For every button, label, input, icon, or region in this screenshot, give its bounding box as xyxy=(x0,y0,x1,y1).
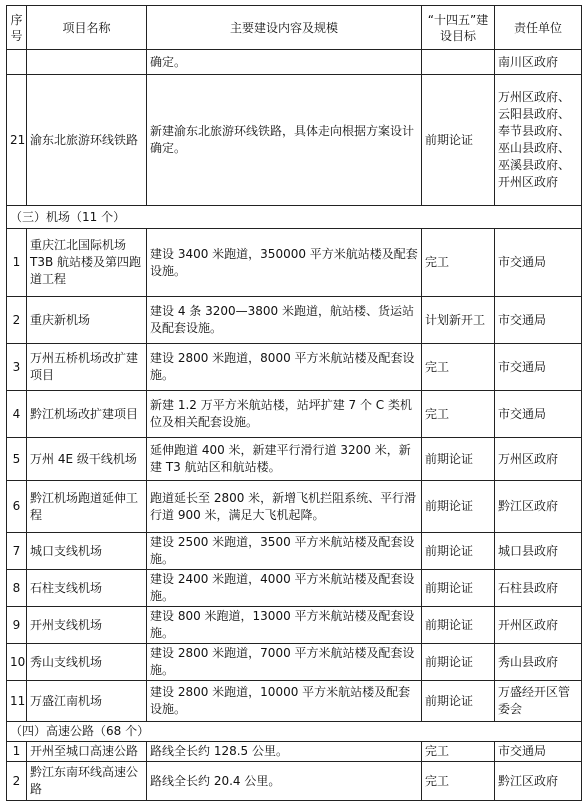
table-row xyxy=(7,533,582,570)
row-project-name: 城口支线机场 xyxy=(27,533,147,570)
row-project-name: 重庆江北国际机场 T3B 航站楼及第四跑道工程 xyxy=(27,229,147,297)
row-project-name: 重庆新机场 xyxy=(27,297,147,344)
header-row xyxy=(7,6,582,50)
row-goal: 前期论证 xyxy=(422,644,495,681)
row-project-name: 开州支线机场 xyxy=(27,607,147,644)
row-project-name: 石柱支线机场 xyxy=(27,570,147,607)
row-content: 跑道延长至 2800 米，新增飞机拦阻系统、平行滑行道 900 米，满足大飞机起降。 xyxy=(147,481,422,533)
section-title-airports: （三）机场（11 个） xyxy=(7,206,582,229)
row-unit: 黔江区政府 xyxy=(495,481,582,533)
table-row xyxy=(7,344,582,391)
row-content: 路线全长约 20.4 公里。 xyxy=(147,762,422,801)
row-project-name: 万盛江南机场 xyxy=(27,681,147,722)
row-unit: 石柱县政府 xyxy=(495,570,582,607)
table-row xyxy=(7,75,582,206)
row-unit: 秀山县政府 xyxy=(495,644,582,681)
row-project-name: 黔江机场跑道延伸工程 xyxy=(27,481,147,533)
row-goal: 完工 xyxy=(422,762,495,801)
table-row xyxy=(7,481,582,533)
row-content: 建设 2500 米跑道，3500 平方米航站楼及配套设施。 xyxy=(147,533,422,570)
row-unit: 市交通局 xyxy=(495,344,582,391)
row-num: 2 xyxy=(7,297,27,344)
row-unit: 市交通局 xyxy=(495,742,582,762)
row-content: 路线全长约 128.5 公里。 xyxy=(147,742,422,762)
row-project-name: 万州五桥机场改扩建项目 xyxy=(27,344,147,391)
row-goal: 前期论证 xyxy=(422,570,495,607)
unit-line: 巫溪县政府、 xyxy=(498,158,571,172)
section-row-airports xyxy=(7,206,582,229)
project-table xyxy=(6,5,582,801)
header-num: 序号 xyxy=(7,6,27,50)
row-num: 1 xyxy=(7,742,27,762)
row-content: 建设 4 条 3200—3800 米跑道，航站楼、货运站及配套设施。 xyxy=(147,297,422,344)
continuation-goal xyxy=(422,50,495,75)
highway-rows xyxy=(7,742,582,801)
table-row xyxy=(7,438,582,481)
row-num: 10 xyxy=(7,644,27,681)
row-goal: 前期论证 xyxy=(422,533,495,570)
row-num: 4 xyxy=(7,391,27,438)
row-unit: 万州区政府 xyxy=(495,438,582,481)
row-num: 11 xyxy=(7,681,27,722)
row-num: 1 xyxy=(7,229,27,297)
row-unit: 开州区政府 xyxy=(495,607,582,644)
row-unit: 市交通局 xyxy=(495,297,582,344)
table-row xyxy=(7,229,582,297)
continuation-name xyxy=(27,50,147,75)
unit-line: 云阳县政府、 xyxy=(498,107,571,121)
row-unit: 市交通局 xyxy=(495,229,582,297)
row-content: 建设 3400 米跑道，350000 平方米航站楼及配套设施。 xyxy=(147,229,422,297)
row-goal: 前期论证 xyxy=(422,75,495,206)
row-unit: 黔江区政府 xyxy=(495,762,582,801)
row-project-name: 秀山支线机场 xyxy=(27,644,147,681)
row-goal: 前期论证 xyxy=(422,438,495,481)
continuation-num xyxy=(7,50,27,75)
section-row-highways xyxy=(7,722,582,742)
row-goal: 计划新开工 xyxy=(422,297,495,344)
table-row xyxy=(7,297,582,344)
row-num: 9 xyxy=(7,607,27,644)
table-row xyxy=(7,570,582,607)
row-content: 新建 1.2 万平方米航站楼，站坪扩建 7 个 C 类机位及相关配套设施。 xyxy=(147,391,422,438)
row-content: 建设 800 米跑道，13000 平方米航站楼及配套设施。 xyxy=(147,607,422,644)
header-content: 主要建设内容及规模 xyxy=(147,6,422,50)
row-project-name: 万州 4E 级干线机场 xyxy=(27,438,147,481)
unit-line: 巫山县政府、 xyxy=(498,141,571,155)
unit-line: 万州区政府、 xyxy=(498,90,571,104)
table-row xyxy=(7,681,582,722)
row-goal: 前期论证 xyxy=(422,481,495,533)
row-content: 建设 2800 米跑道，10000 平方米航站楼及配套设施。 xyxy=(147,681,422,722)
row-content: 建设 2400 米跑道，4000 平方米航站楼及配套设施。 xyxy=(147,570,422,607)
continuation-unit: 南川区政府 xyxy=(495,50,582,75)
table-row xyxy=(7,742,582,762)
row-num: 3 xyxy=(7,344,27,391)
row-unit-list xyxy=(495,75,582,206)
table-row xyxy=(7,644,582,681)
continuation-content: 确定。 xyxy=(147,50,422,75)
row-goal: 完工 xyxy=(422,742,495,762)
row-goal: 完工 xyxy=(422,229,495,297)
table-row xyxy=(7,762,582,801)
row-project-name: 渝东北旅游环线铁路 xyxy=(27,75,147,206)
section-title-highways: （四）高速公路（68 个） xyxy=(7,722,582,742)
continuation-row xyxy=(7,50,582,75)
header-unit: 责任单位 xyxy=(495,6,582,50)
table-row xyxy=(7,391,582,438)
row-goal: 完工 xyxy=(422,344,495,391)
row-goal: 完工 xyxy=(422,391,495,438)
row-num: 8 xyxy=(7,570,27,607)
header-name: 项目名称 xyxy=(27,6,147,50)
row-content: 建设 2800 米跑道，8000 平方米航站楼及配套设施。 xyxy=(147,344,422,391)
row-content: 建设 2800 米跑道，7000 平方米航站楼及配套设施。 xyxy=(147,644,422,681)
row-num: 6 xyxy=(7,481,27,533)
row-content: 新建渝东北旅游环线铁路，具体走向根据方案设计确定。 xyxy=(147,75,422,206)
row-goal: 前期论证 xyxy=(422,681,495,722)
row-unit: 市交通局 xyxy=(495,391,582,438)
unit-line: 奉节县政府、 xyxy=(498,124,571,138)
airport-rows xyxy=(7,229,582,722)
header-goal: “十四五”建设目标 xyxy=(422,6,495,50)
row-num: 5 xyxy=(7,438,27,481)
row-project-name: 开州至城口高速公路 xyxy=(27,742,147,762)
row-goal: 前期论证 xyxy=(422,607,495,644)
row-project-name: 黔江机场改扩建项目 xyxy=(27,391,147,438)
row-num: 2 xyxy=(7,762,27,801)
row-unit: 城口县政府 xyxy=(495,533,582,570)
table-row xyxy=(7,607,582,644)
row-num: 21 xyxy=(7,75,27,206)
row-num: 7 xyxy=(7,533,27,570)
row-project-name: 黔江东南环线高速公路 xyxy=(27,762,147,801)
row-content: 延伸跑道 400 米，新建平行滑行道 3200 米，新建 T3 航站区和航站楼。 xyxy=(147,438,422,481)
row-unit: 万盛经开区管委会 xyxy=(495,681,582,722)
unit-line: 开州区政府 xyxy=(498,175,559,189)
